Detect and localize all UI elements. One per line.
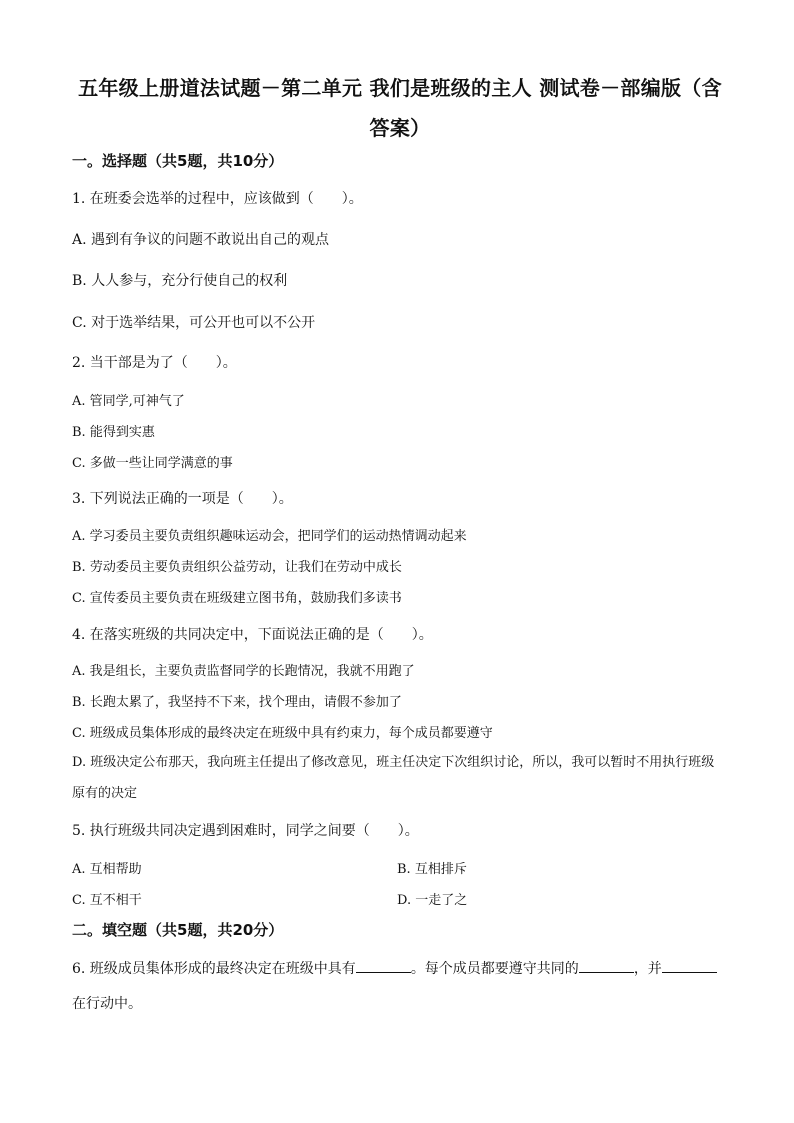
question-3-option-c: C. 宣传委员主要负责在班级建立图书角，鼓励我们多读书 [72, 591, 402, 606]
question-2-option-b: B. 能得到实惠 [72, 425, 155, 440]
question-4-option-a: A. 我是组长，主要负责监督同学的长跑情况，我就不用跑了 [72, 664, 415, 679]
answer-blank-3[interactable] [662, 958, 717, 973]
question-4-option-c: C. 班级成员集体形成的最终决定在班级中具有约束力，每个成员都要遵守 [72, 726, 493, 741]
question-2-option-c: C. 多做一些让同学满意的事 [72, 456, 233, 471]
question-5-option-c: C. 互不相干 [72, 893, 142, 908]
answer-blank-1[interactable] [356, 958, 411, 973]
section-heading-choice: 一。选择题（共5题，共10分） [72, 152, 284, 170]
answer-blank-2[interactable] [579, 958, 634, 973]
question-5-option-d: D. 一走了之 [397, 893, 468, 908]
question-3-stem: 3. 下列说法正确的一项是（ ）。 [72, 491, 293, 507]
question-2-stem: 2. 当干部是为了（ ）。 [72, 355, 237, 371]
question-3-option-b: B. 劳动委员主要负责组织公益劳动，让我们在劳动中成长 [72, 560, 402, 575]
question-4-stem: 4. 在落实班级的共同决定中，下面说法正确的是（ ）。 [72, 627, 433, 643]
question-1-option-c: C. 对于选举结果，可公开也可以不公开 [72, 315, 316, 331]
question-1-stem: 1. 在班委会选举的过程中，应该做到（ ）。 [72, 191, 363, 207]
question-5-option-b: B. 互相排斥 [397, 862, 467, 877]
question-6-text-3: ，并 [633, 961, 662, 977]
question-6-line-2: 在行动中。 [72, 996, 142, 1012]
question-6-text-1: 6. 班级成员集体形成的最终决定在班级中具有 [72, 961, 356, 977]
question-1-option-a: A. 遇到有争议的问题不敢说出自己的观点 [72, 232, 330, 248]
document-title: 五年级上册道法试题－第二单元 我们是班级的主人 测试卷－部编版（含答案） [78, 76, 722, 140]
question-4-option-b: B. 长跑太累了，我坚持不下来，找个理由，请假不参加了 [72, 695, 402, 710]
section-heading-fill: 二。填空题（共5题，共20分） [72, 921, 284, 939]
question-6-line-1 [72, 958, 717, 978]
question-5-option-a: A. 互相帮助 [72, 862, 142, 877]
question-2-option-a: A. 管同学,可神气了 [72, 394, 185, 409]
question-1-option-b: B. 人人参与，充分行使自己的权利 [72, 273, 288, 289]
question-5-stem: 5. 执行班级共同决定遇到困难时，同学之间要（ ）。 [72, 823, 419, 839]
question-6-text-2: 。每个成员都要遵守共同的 [410, 961, 579, 977]
question-4-option-d: D. 班级决定公布那天，我向班主任提出了修改意见，班主任决定下次组织讨论，所以，我可以暂时不用执行班级原有的决定 [72, 755, 715, 801]
question-3-option-a: A. 学习委员主要负责组织趣味运动会，把同学们的运动热情调动起来 [72, 529, 467, 544]
